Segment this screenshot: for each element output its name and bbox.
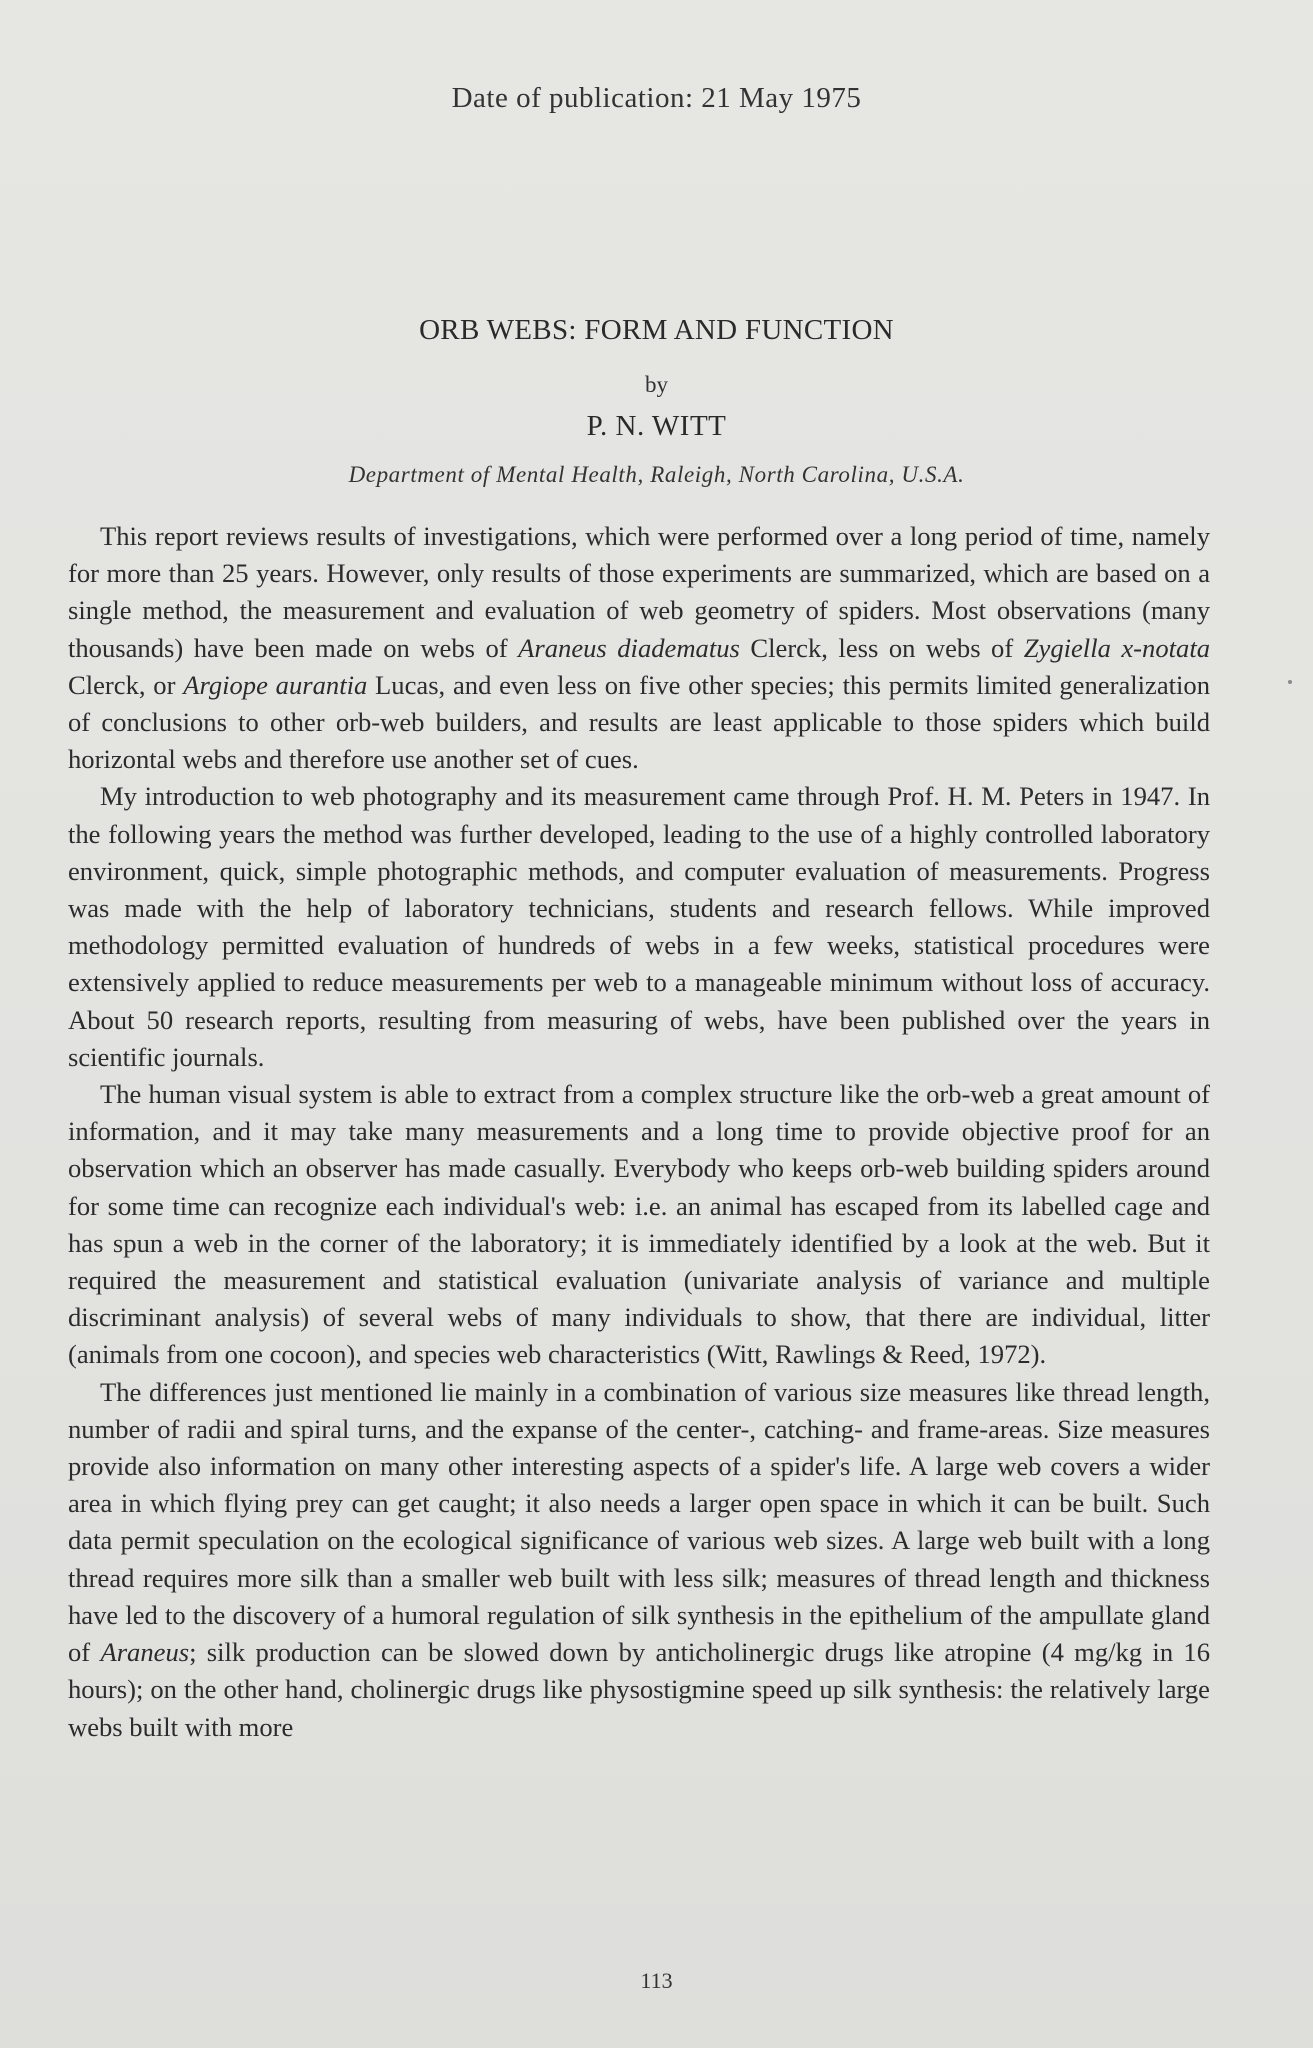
- publication-date: Date of publication: 21 May 1975: [451, 82, 862, 114]
- paragraph-4: [68, 1374, 1210, 1746]
- paragraph-1: [68, 518, 1210, 778]
- paragraph-3: The human visual system is able to extract from a complex structure like the orb-web a great amount of information, and it may take many measurements and a long time to provide objective proof for an observation which an observer has made casually. Everybody who keeps orb-web building spiders around for some time can recognize each individual's web: i.e. an animal has escaped from its labelled cage and has spun a web in the corner of the laboratory; it is immediately identified by a look at the web. But it required the measurement and statistical evaluation (univariate analysis of variance and multiple discriminant analysis) of several webs of many individuals to show, that there are individual, litter (animals from one cocoon), and species web characteristics (Witt, Rawlings & Reed, 1972).: [68, 1079, 1210, 1370]
- paragraph-2: My introduction to web photography and its measurement came through Prof. H. M. Peters in 1947. In the following years the method was further developed, leading to the use of a highly controlled laboratory environment, quick, simple photographic methods, and computer evaluation of measurements. Progress was made with the help of laboratory technicians, students and research fellows. While improved methodology permitted evaluation of hundreds of webs in a few weeks, statistical procedures were extensively applied to reduce measurements per web to a manageable minimum without loss of accuracy. About 50 research reports, resulting from measuring of webs, have been published over the years in scientific journals.: [68, 781, 1210, 1072]
- species-name: Argiope aurantia: [183, 669, 368, 700]
- paragraph-4-text-b: ; silk production can be slowed down by anticholinergic drugs like atropine (4 mg/kg in 16 hours); on the other hand, cholinergic drugs like physostigmine speed up silk synthesis: the relatively large webs built with more: [68, 1637, 1210, 1742]
- paragraph-1-text-c: Clerck, or: [68, 669, 184, 700]
- paragraph-1-text-d: Lucas, and even less on five other species; this permits limited generalization of conclusions to other orb-web builders, and results are least applicable to those spiders which build horizontal webs and therefore use another set of cues.: [68, 669, 1210, 775]
- page-number: 113: [640, 1968, 673, 1993]
- author-name: P. N. WITT: [586, 410, 727, 442]
- species-name: Zygiella x-notata: [1023, 632, 1210, 663]
- paragraph-1-text-b: Clerck, less on webs of: [739, 632, 1024, 663]
- article-title: ORB WEBS: FORM AND FUNCTION: [419, 314, 894, 346]
- author-affiliation: Department of Mental Health, Raleigh, North Carolina, U.S.A.: [348, 462, 965, 487]
- margin-dot: [1288, 680, 1292, 684]
- paragraph-4-text-a: The differences just mentioned lie mainly in a combination of various size measures like thread length, number of radii and spiral turns, and the expanse of the center-, catching- and frame-areas. Size measures provide also information on many other interesting aspects of a spider's life. A large web covers a wider area in which flying prey can get caught; it also needs a larger open space in which it can be built. Such data permit speculation on the ecological significance of various web sizes. A large web built with a long thread requires more silk than a smaller web built with less silk; measures of thread length and thickness have led to the discovery of a humoral regulation of silk synthesis in the epithelium of the ampullate gland of: [68, 1376, 1210, 1668]
- genus-name: Araneus: [100, 1637, 190, 1668]
- byline: by: [645, 372, 668, 397]
- paragraph-1-text-a: This report reviews results of investigations, which were performed over a long period of time, namely for more than 25 years. However, only results of those experiments are summarized, which are based on a single method, the measurement and evaluation of web geometry of spiders. Most observations (many thousands) have been made on webs of: [68, 521, 1210, 663]
- article-body: [68, 518, 1210, 1746]
- species-name: Araneus diadematus: [518, 632, 740, 663]
